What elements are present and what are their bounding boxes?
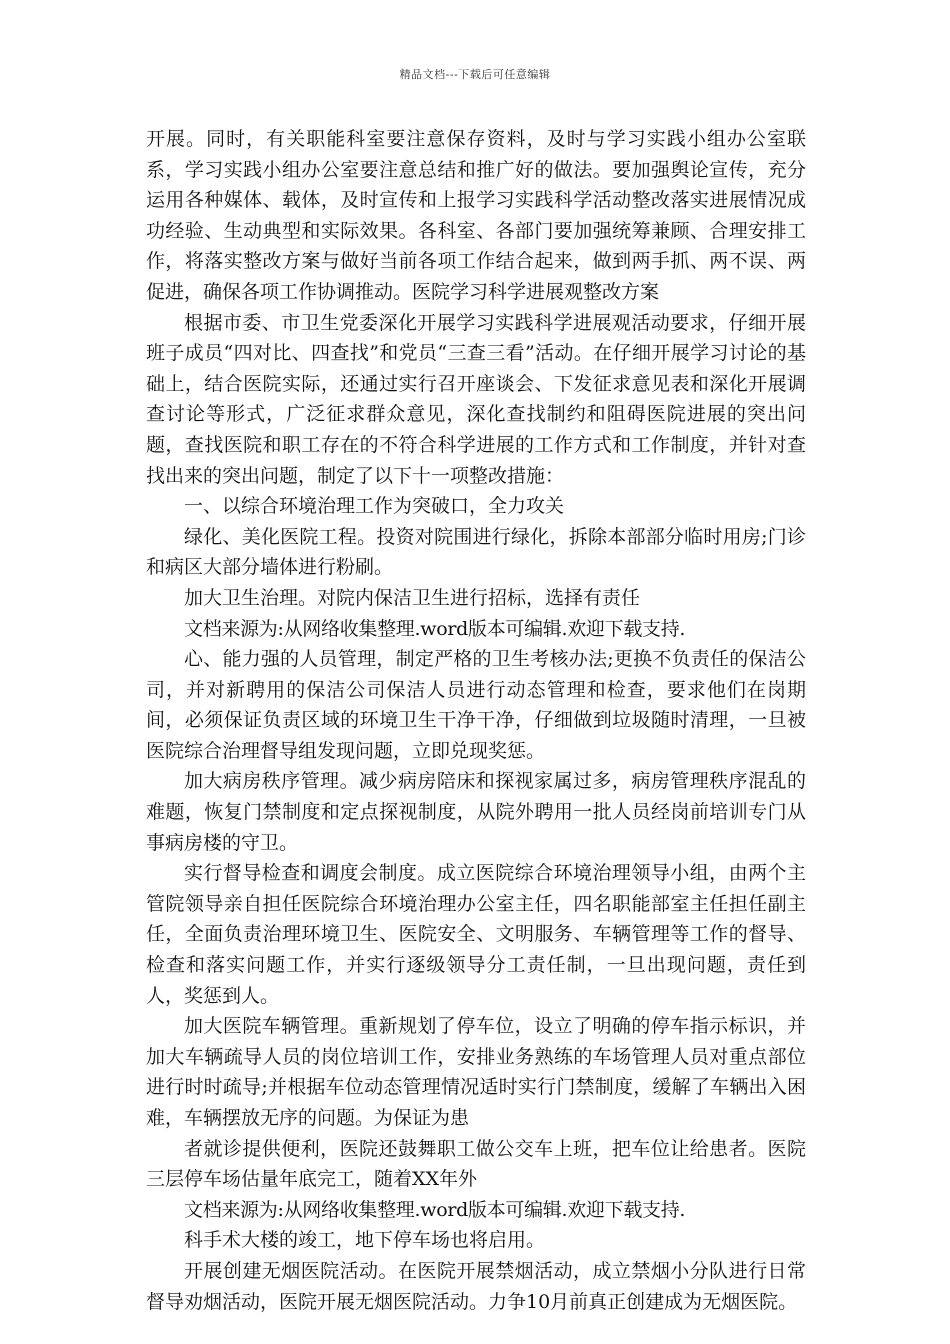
paragraph: 加大病房秩序管理。减少病房陪床和探视家属过多，病房管理秩序混乱的难题，恢复门禁制度和定点探视制度，从院外聘用一批人员经岗前培训专门从事病房楼的守卫。 bbox=[146, 770, 806, 854]
section-heading: 一、以综合环境治理工作为突破口，全力攻关 bbox=[184, 495, 565, 518]
paragraph: 开展创建无烟医院活动。在医院开展禁烟活动，成立禁烟小分队进行日常督导劝烟活动，医院开展无烟医院活动。力争10月前真正创建成为无烟医院。 bbox=[146, 1259, 806, 1313]
source-note: 文档来源为:从网络收集整理.word版本可编辑.欢迎下载支持. bbox=[184, 617, 686, 640]
paragraph: 心、能力强的人员管理，制定严格的卫生考核办法;更换不负责任的保洁公司，并对新聘用的保洁公司保洁人员进行动态管理和检查，要求他们在岗期间，必须保证负责区域的环境卫生干净干净，仔细做到垃圾随时清理，一旦被医院综合治理督导组发现问题，立即兑现奖惩。 bbox=[146, 648, 806, 762]
paragraph: 加大卫生治理。对院内保洁卫生进行招标，选择有责任 bbox=[184, 586, 641, 609]
paragraph: 科手术大楼的竣工，地下停车场也将启用。 bbox=[184, 1229, 546, 1252]
paragraph: 根据市委、市卫生党委深化开展学习实践科学进展观活动要求，仔细开展班子成员“四对比、四查找”和党员“三查三看”活动。在仔细开展学习讨论的基础上，结合医院实际，还通过实行召开座谈会、下发征求意见表和深化开展调查讨论等形式，广泛征求群众意见，深化查找制约和阻碍医院进展的突出问题，查找医院和职工存在的不符合科学进展的工作方式和工作制度，并针对查找出来的突出问题，制定了以下十一项整改措施： bbox=[146, 311, 806, 487]
paragraph: 者就诊提供便利，医院还鼓舞职工做公交车上班，把车位让给患者。医院三层停车场估量年底完工，随着XX年外 bbox=[146, 1137, 806, 1191]
paragraph: 开展。同时，有关职能科室要注意保存资料，及时与学习实践小组办公室联系，学习实践小组办公室要注意总结和推广好的做法。要加强舆论宣传，充分运用各种媒体、载体，及时宣传和上报学习实践科学活动整改落实进展情况成功经验、生动典型和实际效果。各科室、各部门要加强统筹兼顾、合理安排工作，将落实整改方案与做好当前各项工作结合起来，做到两手抓、两不误、两促进，确保各项工作协调推动。医院学习科学进展观整改方案 bbox=[146, 128, 806, 303]
page-header: 精品文档---下载后可任意编辑 bbox=[399, 68, 551, 81]
paragraph: 实行督导检查和调度会制度。成立医院综合环境治理领导小组，由两个主管院领导亲自担任医院综合环境治理办公室主任，四名职能部室主任担任副主任，全面负责治理环境卫生、医院安全、文明服务、车辆管理等工作的督导、检查和落实问题工作，并实行逐级领导分工责任制，一旦出现问题，责任到人，奖惩到人。 bbox=[146, 862, 806, 1007]
paragraph: 加大医院车辆管理。重新规划了停车位，设立了明确的停车指示标识，并加大车辆疏导人员的岗位培训工作，安排业务熟练的车场管理人员对重点部位进行时时疏导;并根据车位动态管理情况适时实行门禁制度，缓解了车辆出入困难，车辆摆放无序的问题。为保证为患 bbox=[146, 1015, 806, 1129]
document-body bbox=[146, 124, 806, 1317]
paragraph: 绿化、美化医院工程。投资对院围进行绿化，拆除本部部分临时用房;门诊和病区大部分墙体进行粉刷。 bbox=[146, 525, 806, 579]
source-note: 文档来源为:从网络收集整理.word版本可编辑.欢迎下载支持. bbox=[184, 1198, 686, 1221]
